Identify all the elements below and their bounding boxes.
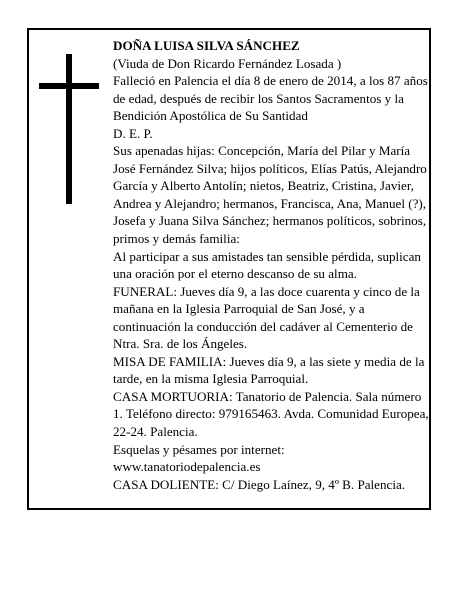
funeral-home-info: CASA MORTUORIA: Tanatorio de Palencia. Sala número 1. Teléfono directo: 979165463. Avda. Comunidad Europea, 22-24. Palencia.	[113, 388, 429, 440]
funeral-info: FUNERAL: Jueves día 9, a las doce cuarenta y cinco de la mañana en la Iglesia Parroquial de San José, y a continuación la conducción del cadáver al Cementerio de Ntra. Sra. de los Ángeles.	[113, 283, 420, 352]
deceased-name: DOÑA LUISA SILVA SÁNCHEZ	[113, 38, 300, 53]
prayer-request: Al participar a sus amistades tan sensible pérdida, suplican una oración por el eterno descanso de su alma.	[113, 248, 421, 282]
cross-horizontal-bar	[39, 83, 99, 89]
online-condolences: Esquelas y pésames por internet:	[113, 441, 285, 457]
widow-of: (Viuda de Don Ricardo Fernández Losada )	[113, 55, 342, 71]
website-link: www.tanatoriodepalencia.es	[113, 459, 261, 475]
death-statement: Falleció en Palencia el día 8 de enero de 2014, a los 87 años de edad, después de recibir los Santos Sacramentos y la Bendición Apostólica de Su Santidad	[113, 73, 428, 124]
obituary-notice	[27, 28, 431, 510]
cross-icon	[39, 54, 99, 204]
cross-vertical-bar	[66, 54, 72, 204]
family-mass-info: MISA DE FAMILIA: Jueves día 9, a las siete y media de la tarde, en la misma Iglesia Parroquial.	[113, 353, 425, 387]
family-home-info: CASA DOLIENTE: C/ Diego Laínez, 9, 4º B. Palencia.	[113, 476, 406, 492]
family-list: Sus apenadas hijas: Concepción, María del Pilar y María José Fernández Silva; hijos políticos, Elías Patús, Alejandro García y Alberto Antolín; nietos, Beatriz, Cristina, Javier, Andrea y Alejandro; hermanos, Francisca, Ana, Manuel (?), Josefa y Juana Silva Sánchez; hermanos políticos, sobrinos, primos y demás familia:	[113, 143, 427, 247]
rest-in-peace: D. E. P.	[113, 125, 153, 141]
notice-text	[113, 37, 431, 493]
